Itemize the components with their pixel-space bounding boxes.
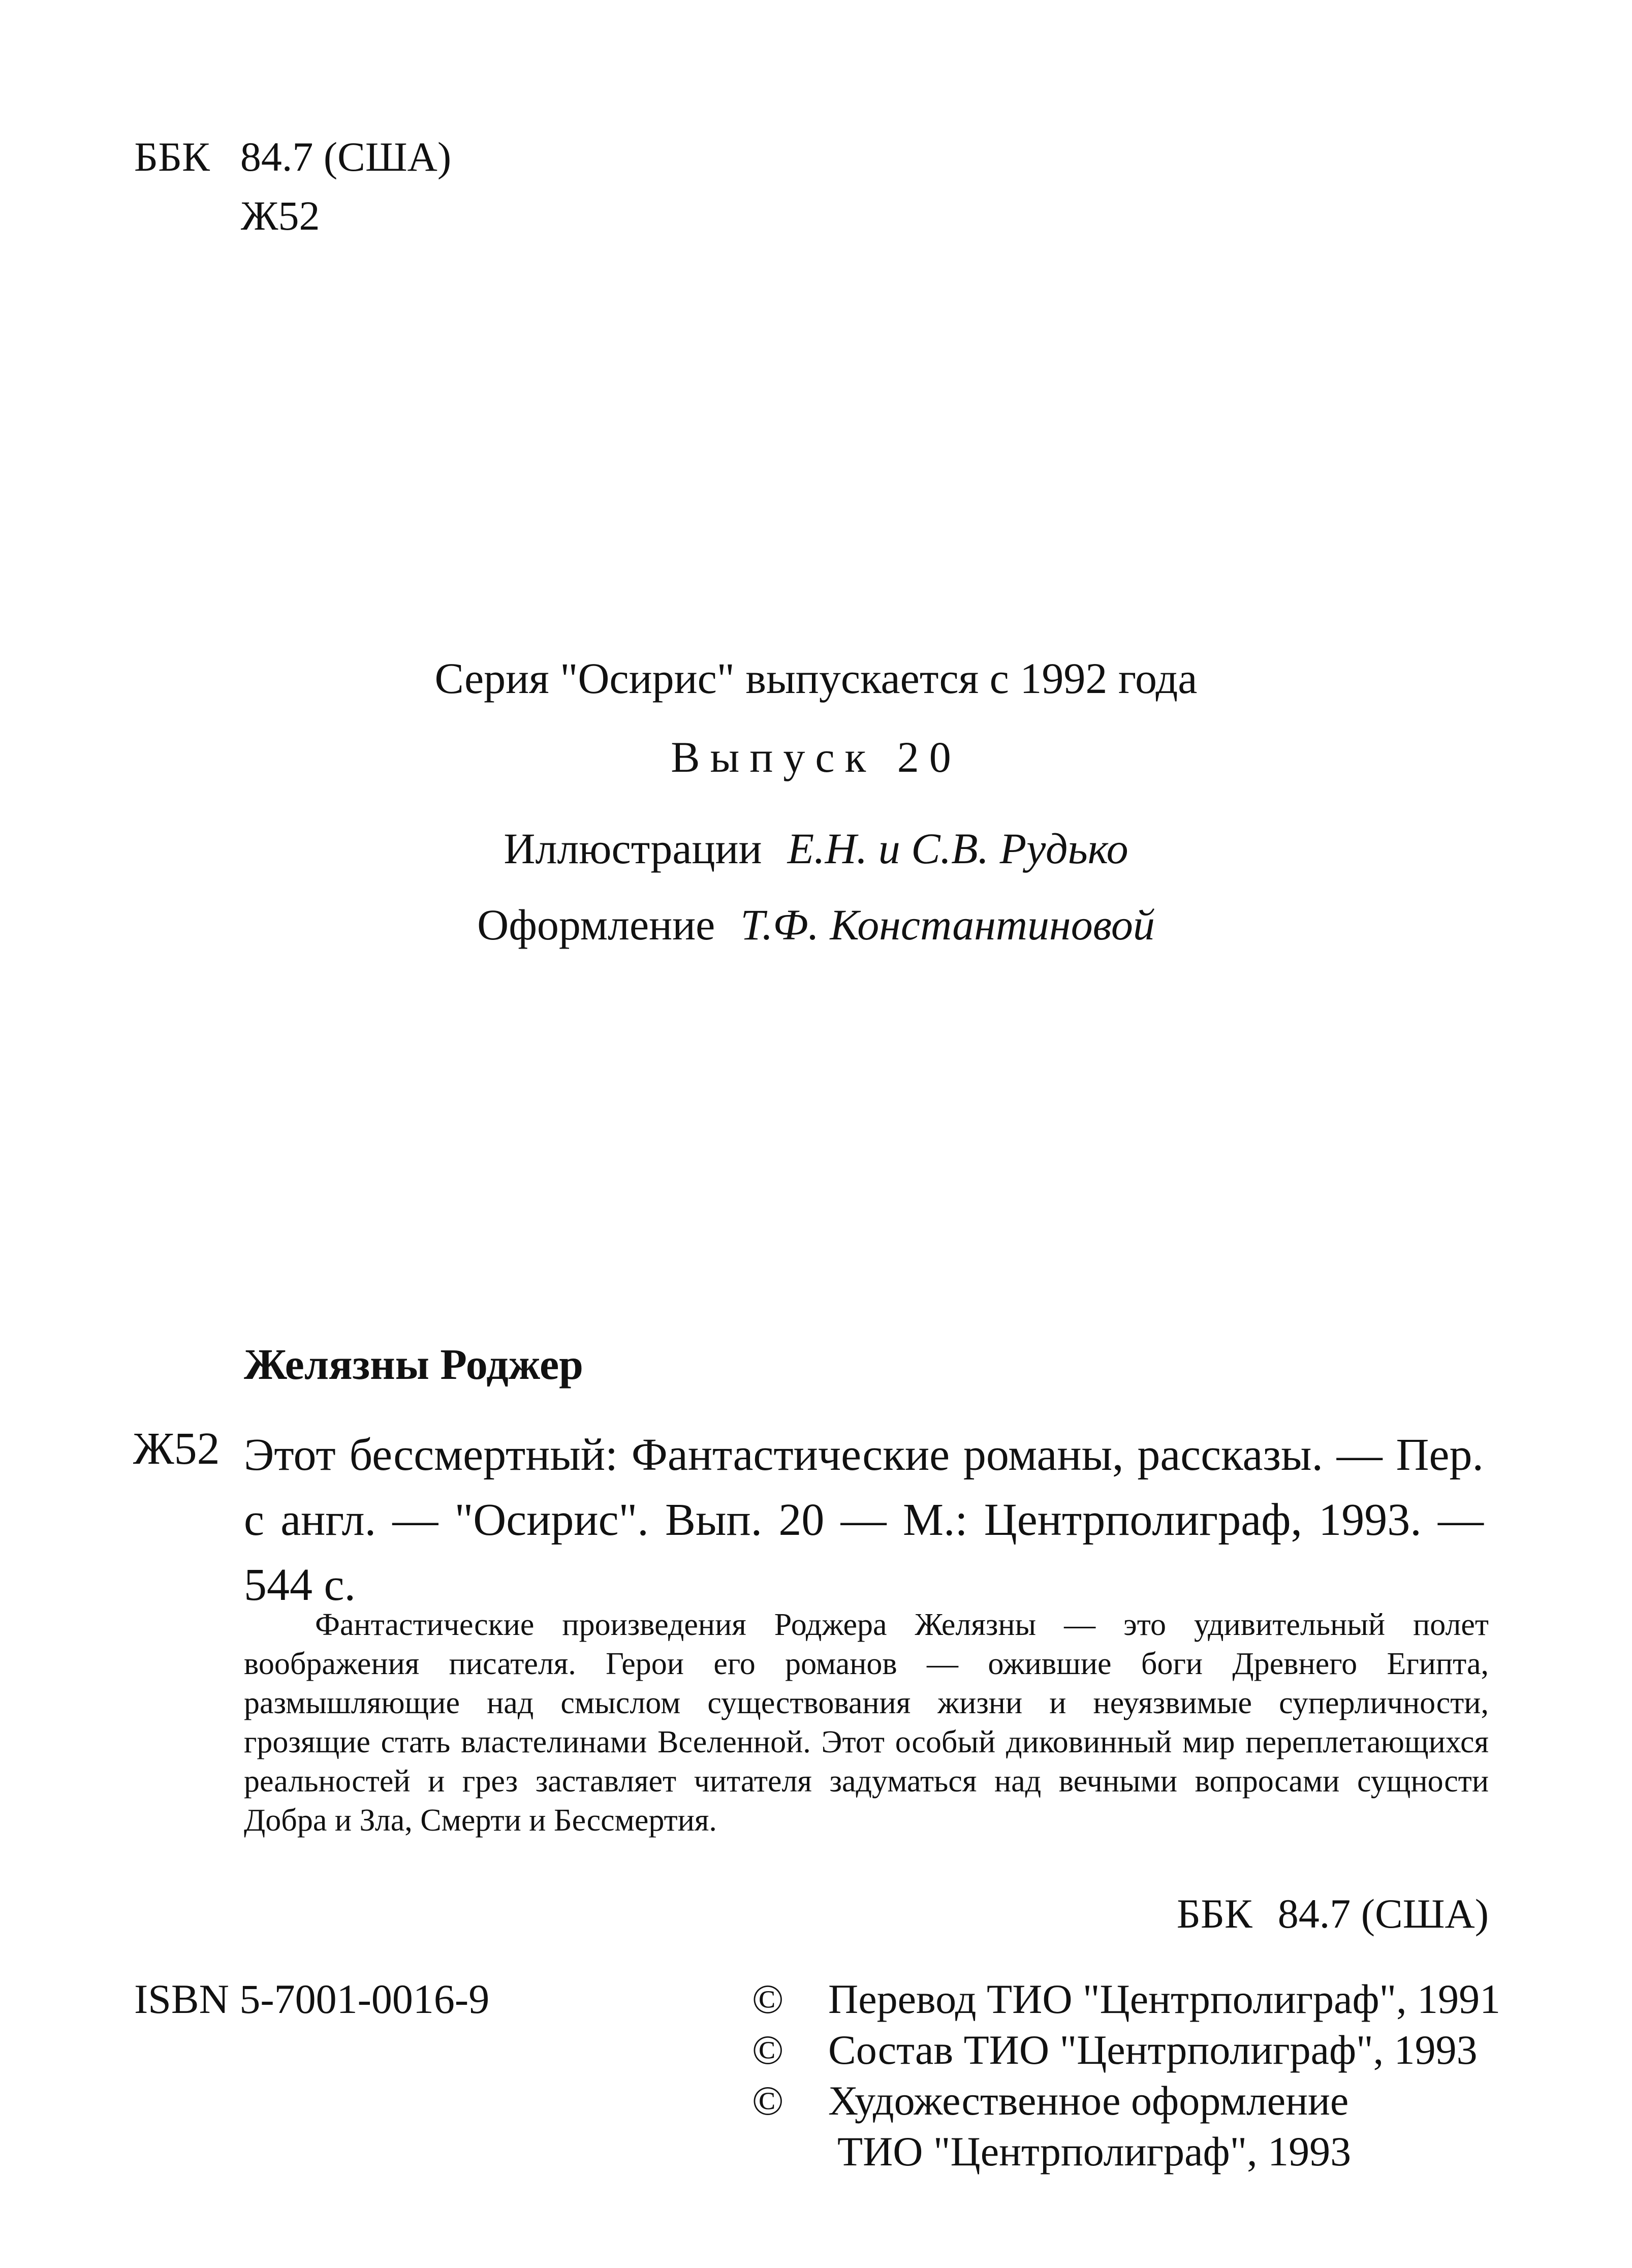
copyright-icon: © <box>752 1976 784 2022</box>
design-credit <box>0 899 1632 950</box>
illustrations-label: Иллюстрации <box>504 824 762 873</box>
entry-code: Ж52 <box>133 1424 220 1474</box>
design-label: Оформление <box>477 900 715 949</box>
illustrations-names: Е.Н. и С.В. Рудько <box>787 824 1128 873</box>
copyright-list <box>752 1975 1500 2179</box>
annotation: Фантастические произведения Роджера Желязны — это удивительный полет воображения писателя. Герои его романов — ожившие боги Древнего Египта, размышляющие над смыслом существования жизни и неуязвимые суперличности, грозящие стать властелинами Вселенной. Этот особый диковинный мир переплетающихся реальностей и грез заставляет читателя задуматься над вечными вопросами сущности Добра и Зла, Смерти и Бессмертия. <box>244 1608 1489 1838</box>
copyright-icon: © <box>752 2027 784 2073</box>
copyright-item <box>752 1975 1500 2026</box>
copyright-text-continued: ТИО "Центрполиграф", 1993 <box>837 2128 1352 2175</box>
series-line: Серия "Осирис" выпускается с 1992 года <box>434 654 1198 703</box>
issue-number: Выпуск 20 <box>671 733 961 781</box>
bottom-bbk-label: ББК <box>1176 1891 1252 1937</box>
illustrations-credit <box>0 823 1632 874</box>
top-bbk-index <box>134 133 451 181</box>
copyright-text: Состав ТИО "Центрполиграф", 1993 <box>828 2027 1478 2073</box>
copyright-text: Художественное оформление <box>828 2077 1349 2124</box>
copyright-item <box>752 2077 1500 2128</box>
copyright-icon: © <box>752 2077 784 2124</box>
top-author-code: Ж52 <box>241 193 320 239</box>
design-name: Т.Ф. Константиновой <box>740 900 1155 949</box>
copyright-text: Перевод ТИО "Центрполиграф", 1991 <box>828 1976 1501 2022</box>
isbn: ISBN 5-7001-0016-9 <box>134 1976 490 2022</box>
bottom-bbk-index <box>1177 1890 1489 1938</box>
author-heading: Желязны Роджер <box>244 1340 584 1389</box>
top-bbk-code: 84.7 (США) <box>240 134 452 180</box>
entry-text: Этот бессмертный: Фантастические романы, рассказы. — Пер. с англ. — "Осирис". Вып. 20 — М.: Центрполиграф, 1993. — 544 с. <box>244 1430 1484 1610</box>
copyright-item <box>752 2026 1500 2077</box>
top-bbk-label: ББК <box>134 134 210 180</box>
bottom-bbk-code: 84.7 (США) <box>1277 1891 1489 1937</box>
